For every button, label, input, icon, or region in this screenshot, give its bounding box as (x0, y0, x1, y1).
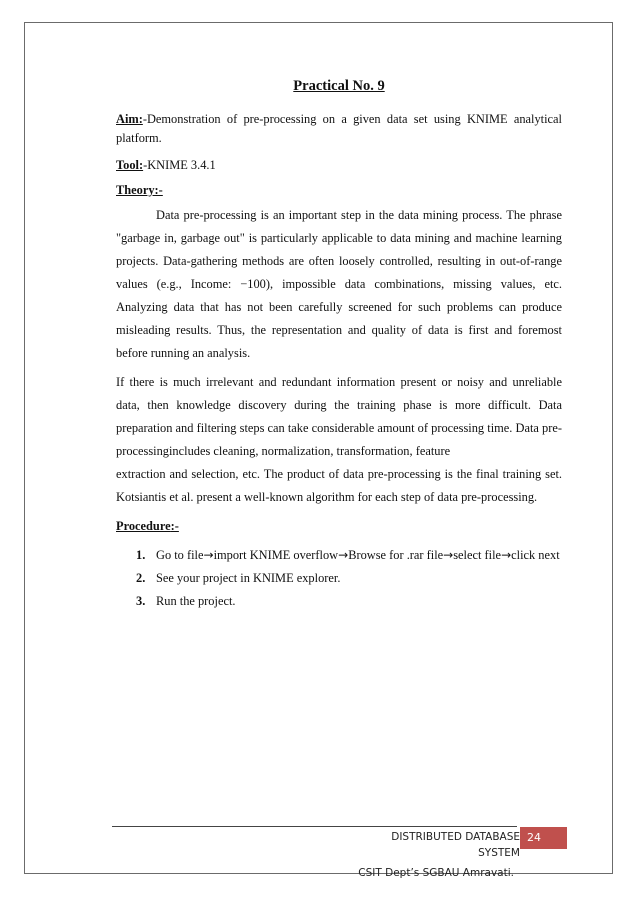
procedure-steps (116, 544, 562, 613)
procedure-heading (116, 517, 562, 536)
tool-paragraph (116, 156, 562, 175)
theory-paragraph-2-continued: extraction and selection, etc. The product of data pre-processing is the final training set. Kotsiantis et al. present a well-known algorithm for each step of data pre-processing. (116, 467, 562, 504)
procedure-label-suffix: :- (170, 519, 179, 533)
theory-paragraph-2: If there is much irrelevant and redundant information present or noisy and unreliable data, then knowledge discovery during the training phase is more difficult. Data preparation and filtering steps can take considerable amount of processing time. Data pre-processingincludes cleaning, normalization, transformation, feature (116, 375, 562, 458)
list-item (136, 544, 562, 567)
arrow-right-icon: → (443, 548, 454, 562)
step-number: 1. (136, 548, 146, 562)
theory-heading: Theory:- (116, 183, 163, 197)
footer-divider (112, 826, 517, 827)
aim-paragraph (116, 110, 562, 148)
theory-paragraph-1: Data pre-processing is an important step in the data mining process. The phrase "garbage in, garbage out" is particularly applicable to data mining and machine learning projects. Data-gathering methods are often loosely controlled, resulting in out-of-range values (e.g., Income: −100), impossible data combinations, missing values, etc. Analyzing data that has not been carefully screened for such problems can produce misleading results. Thus, the representation and quality of data is first and foremost before running an analysis. (116, 208, 562, 360)
step-part: click next (511, 548, 560, 562)
footer-department: CSIT Dept’s SGBAU Amravati. (358, 867, 514, 879)
step-part: Browse for .rar file (348, 548, 444, 562)
tool-text: -KNIME 3.4.1 (143, 158, 216, 172)
step-text: Run the project. (156, 594, 236, 608)
arrow-right-icon: → (203, 548, 214, 562)
page-title: Practical No. 9 (293, 78, 385, 94)
footer-title: DISTRIBUTED DATABASE SYSTEM (391, 831, 520, 859)
procedure-label: Procedure (116, 519, 171, 533)
step-part: import KNIME overflow (213, 548, 339, 562)
step-number: 3. (136, 594, 146, 608)
document-body (116, 76, 562, 613)
list-item (136, 567, 562, 590)
step-text: See your project in KNIME explorer. (156, 571, 341, 585)
step-part: Go to file (156, 548, 204, 562)
arrow-right-icon: → (338, 548, 349, 562)
page-number-badge: 24 (520, 827, 567, 849)
step-text (156, 544, 562, 567)
step-number: 2. (136, 571, 146, 585)
arrow-right-icon: → (501, 548, 512, 562)
list-item (136, 590, 562, 613)
tool-label: Tool: (116, 158, 144, 172)
step-part: select file (453, 548, 502, 562)
aim-label: Aim: (116, 112, 143, 126)
aim-text: -Demonstration of pre-processing on a given data set using KNIME analytical platform. (116, 112, 562, 145)
